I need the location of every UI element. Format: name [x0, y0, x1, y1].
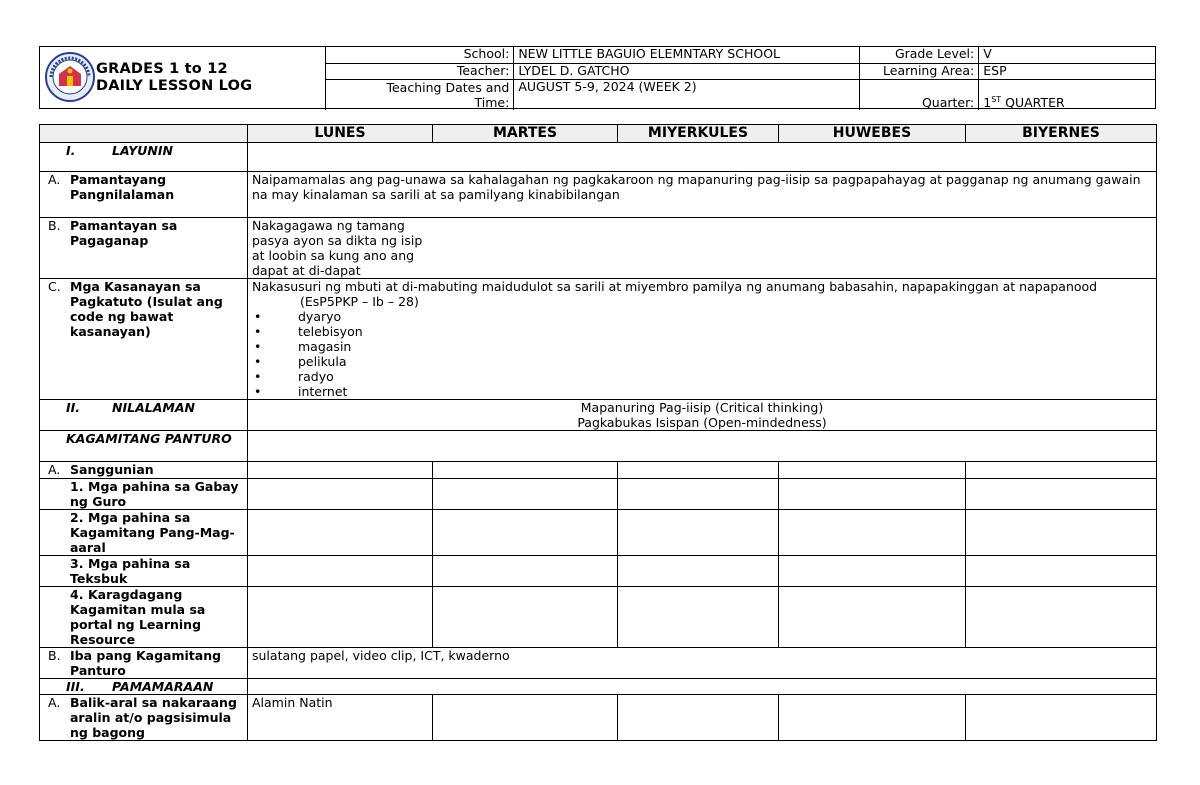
learning-area-value: ESP: [979, 63, 1155, 79]
kasanayan-text: Nakasusuri ng mbuti at di-mabuting maidudulot sa sarili at miyembro pamilya ng anumang babasahin, napapakinggan at napapanood: [252, 279, 1098, 294]
iba-pang-kagamitan-content: sulatang papel, video clip, ICT, kwaderno: [248, 648, 1157, 679]
day-header-martes: MARTES: [433, 125, 618, 143]
list-item-text: internet: [298, 384, 348, 399]
table-row: [40, 218, 1157, 279]
table-row: [40, 695, 1157, 741]
cell-miyerkules: [618, 462, 779, 479]
nilalaman-line: Mapanuring Pag-iisip (Critical thinking): [580, 400, 824, 415]
table-row: [40, 510, 1157, 556]
bullet-icon: •: [254, 384, 262, 399]
teacher-value: LYDEL D. GATCHO: [514, 63, 859, 79]
row-label-text: Balik-aral sa nakaraang aralin at/o pagsisimula ng bagong: [70, 695, 237, 740]
list-item: [252, 354, 1152, 369]
cell-miyerkules: [618, 587, 779, 648]
list-item: [252, 369, 1152, 384]
table-row: [40, 172, 1157, 218]
row-label-text: Pamantayang Pangnilalaman: [70, 172, 175, 202]
section-number: II.: [66, 400, 81, 415]
teaching-dates-label-line1: Teaching Dates and: [386, 79, 510, 95]
brand-block: [40, 47, 325, 108]
learning-area-label: Learning Area:: [859, 63, 979, 79]
cell-lunes: [248, 587, 433, 648]
cell-huwebes: [779, 462, 966, 479]
day-header-lunes: LUNES: [248, 125, 433, 143]
cell-lunes: [248, 479, 433, 510]
section-number: I.: [66, 143, 76, 158]
school-value: NEW LITTLE BAGUIO ELEMNTARY SCHOOL: [514, 47, 859, 63]
cell-lunes: [248, 510, 433, 556]
quarter-label: Quarter:: [859, 79, 979, 110]
section-title: LAYUNIN: [112, 143, 173, 158]
section-number: III.: [66, 679, 85, 694]
nilalaman-line: Pagkabukas Isispan (Open-mindedness): [577, 415, 827, 430]
kagamitang-panturo-content: [248, 431, 1157, 462]
cell-biyernes: [966, 556, 1157, 587]
cell-huwebes: [779, 479, 966, 510]
section-layunin: [40, 143, 248, 172]
section-pamamaraan: [40, 679, 248, 695]
quarter-value: [979, 79, 1155, 110]
row-number: 4.: [70, 587, 84, 602]
header-block: [39, 46, 1156, 109]
cell-huwebes: [779, 556, 966, 587]
bullet-icon: •: [254, 369, 262, 384]
row-label-karagdagang-kagamitan: [40, 587, 248, 648]
section-title: PAMAMARAAN: [112, 679, 214, 694]
teaching-dates-label: [326, 79, 514, 110]
bullet-icon: •: [254, 354, 262, 369]
row-letter: A.: [48, 172, 61, 187]
row-letter: B.: [48, 648, 61, 663]
row-label-text: Iba pang Kagamitang Panturo: [70, 648, 222, 678]
document-title: [96, 61, 252, 95]
row-label-text: Mga Kasanayan sa Pagkatuto (Isulat ang code ng bawat kasanayan): [70, 279, 223, 339]
row-label-teksbuk: [40, 556, 248, 587]
list-item-text: telebisyon: [298, 324, 363, 339]
table-row: [40, 556, 1157, 587]
cell-miyerkules: [618, 510, 779, 556]
row-label-pamantayan-sa-pagaganap: [40, 218, 248, 279]
layunin-content: [248, 143, 1157, 172]
cell-martes: [433, 479, 618, 510]
content-line: pasya ayon sa dikta ng isip: [252, 233, 423, 248]
cell-biyernes: [966, 462, 1157, 479]
days-header-row: [40, 125, 1157, 143]
cell-martes: [433, 587, 618, 648]
row-label-text: Sanggunian: [70, 462, 154, 477]
row-label-text: Mga pahina sa Gabay ng Guro: [70, 479, 239, 509]
list-item: [252, 309, 1152, 324]
section-kagamitang-panturo: KAGAMITANG PANTURO: [40, 431, 248, 462]
bullet-icon: •: [254, 339, 262, 354]
cell-biyernes: [966, 479, 1157, 510]
header-info-table: [325, 47, 1155, 110]
list-item-text: pelikula: [298, 354, 347, 369]
content-line: dapat at di-dapat: [252, 263, 361, 278]
nilalaman-row: [40, 400, 1157, 431]
content-line: at loobin sa kung ano ang: [252, 248, 415, 263]
cell-huwebes: [779, 695, 966, 741]
section-nilalaman: [40, 400, 248, 431]
row-letter: A.: [48, 695, 61, 710]
table-row: [40, 462, 1157, 479]
row-label-text: Karagdagang Kagamitan mula sa portal ng Learning Resource: [70, 587, 206, 647]
list-item: [252, 339, 1152, 354]
pamantayang-pangnilalaman-content: Naipamamalas ang pag-unawa sa kahalagahan ng pagkakaroon ng mapanuring pag-iisip sa pagpapahayag at pagganap ng anumang gawain na may kinalaman sa sarili at sa pamilyang kinabibilangan: [248, 172, 1157, 218]
section-title: NILALAMAN: [112, 400, 195, 415]
cell-martes: [433, 695, 618, 741]
table-row: [40, 479, 1157, 510]
list-item-text: magasin: [298, 339, 352, 354]
title-line-2: DAILY LESSON LOG: [96, 78, 253, 94]
bullet-icon: •: [254, 309, 262, 324]
cell-martes: [433, 462, 618, 479]
cell-huwebes: [779, 510, 966, 556]
kasanayan-code: (EsP5PKP – Ib – 28): [300, 294, 419, 309]
corner-cell: [40, 125, 248, 143]
row-letter: C.: [48, 279, 61, 294]
school-label: School:: [326, 47, 514, 63]
row-label-kagamitang-pang-mag-aaral: [40, 510, 248, 556]
cell-biyernes: [966, 587, 1157, 648]
list-item-text: radyo: [298, 369, 334, 384]
day-header-huwebes: HUWEBES: [779, 125, 966, 143]
list-item-text: dyaryo: [298, 309, 342, 324]
quarter-ordinal: ST: [991, 94, 1002, 104]
cell-martes: [433, 510, 618, 556]
row-label-iba-pang-kagamitan: [40, 648, 248, 679]
layunin-row: [40, 143, 1157, 172]
row-label-text: Mga pahina sa Teksbuk: [70, 556, 191, 586]
bullet-icon: •: [254, 324, 262, 339]
day-header-miyerkules: MIYERKULES: [618, 125, 779, 143]
cell-lunes: Alamin Natin: [248, 695, 433, 741]
row-label-mga-kasanayan: [40, 279, 248, 400]
cell-miyerkules: [618, 479, 779, 510]
table-row: [40, 648, 1157, 679]
row-label-text: Pamantayan sa Pagaganap: [70, 218, 178, 248]
cell-lunes: [248, 556, 433, 587]
cell-biyernes: [966, 510, 1157, 556]
quarter-number: 1: [983, 94, 992, 110]
row-label-sanggunian: [40, 462, 248, 479]
row-number: 3.: [70, 556, 84, 571]
grade-level-label: Grade Level:: [859, 47, 979, 63]
pamantayan-sa-pagaganap-content: [248, 218, 1157, 279]
nilalaman-content: [248, 400, 1157, 431]
row-label-pamantayang-pangnilalaman: [40, 172, 248, 218]
list-item: [252, 384, 1152, 399]
row-label-balik-aral: [40, 695, 248, 741]
teaching-dates-label-line2: Time:: [474, 94, 510, 110]
day-header-biyernes: BIYERNES: [966, 125, 1157, 143]
media-list: [252, 309, 1152, 399]
content-line: Nakagagawa ng tamang: [252, 218, 405, 233]
lesson-log-table: [39, 124, 1157, 741]
kagamitan-row: [40, 431, 1157, 462]
mga-kasanayan-content: [248, 279, 1157, 400]
cell-huwebes: [779, 587, 966, 648]
cell-lunes: [248, 462, 433, 479]
row-letter: B.: [48, 218, 61, 233]
pamamaraan-content: [248, 679, 1157, 695]
cell-miyerkules: [618, 695, 779, 741]
table-row: [40, 587, 1157, 648]
cell-martes: [433, 556, 618, 587]
pamamaraan-row: [40, 679, 1157, 695]
row-number: 1.: [70, 479, 84, 494]
row-label-gabay-ng-guro: [40, 479, 248, 510]
quarter-text: QUARTER: [1001, 94, 1065, 110]
title-line-1: GRADES 1 to 12: [96, 61, 228, 77]
row-letter: A.: [48, 462, 61, 477]
list-item: [252, 324, 1152, 339]
cell-miyerkules: [618, 556, 779, 587]
grade-level-value: V: [979, 47, 1155, 63]
table-row: [40, 279, 1157, 400]
row-number: 2.: [70, 510, 84, 525]
teaching-dates-value: AUGUST 5-9, 2024 (WEEK 2): [514, 79, 859, 110]
cell-biyernes: [966, 695, 1157, 741]
teacher-label: Teacher:: [326, 63, 514, 79]
row-label-text: Mga pahina sa Kagamitang Pang-Mag-aaral: [70, 510, 235, 555]
deped-seal-icon: [45, 52, 95, 102]
